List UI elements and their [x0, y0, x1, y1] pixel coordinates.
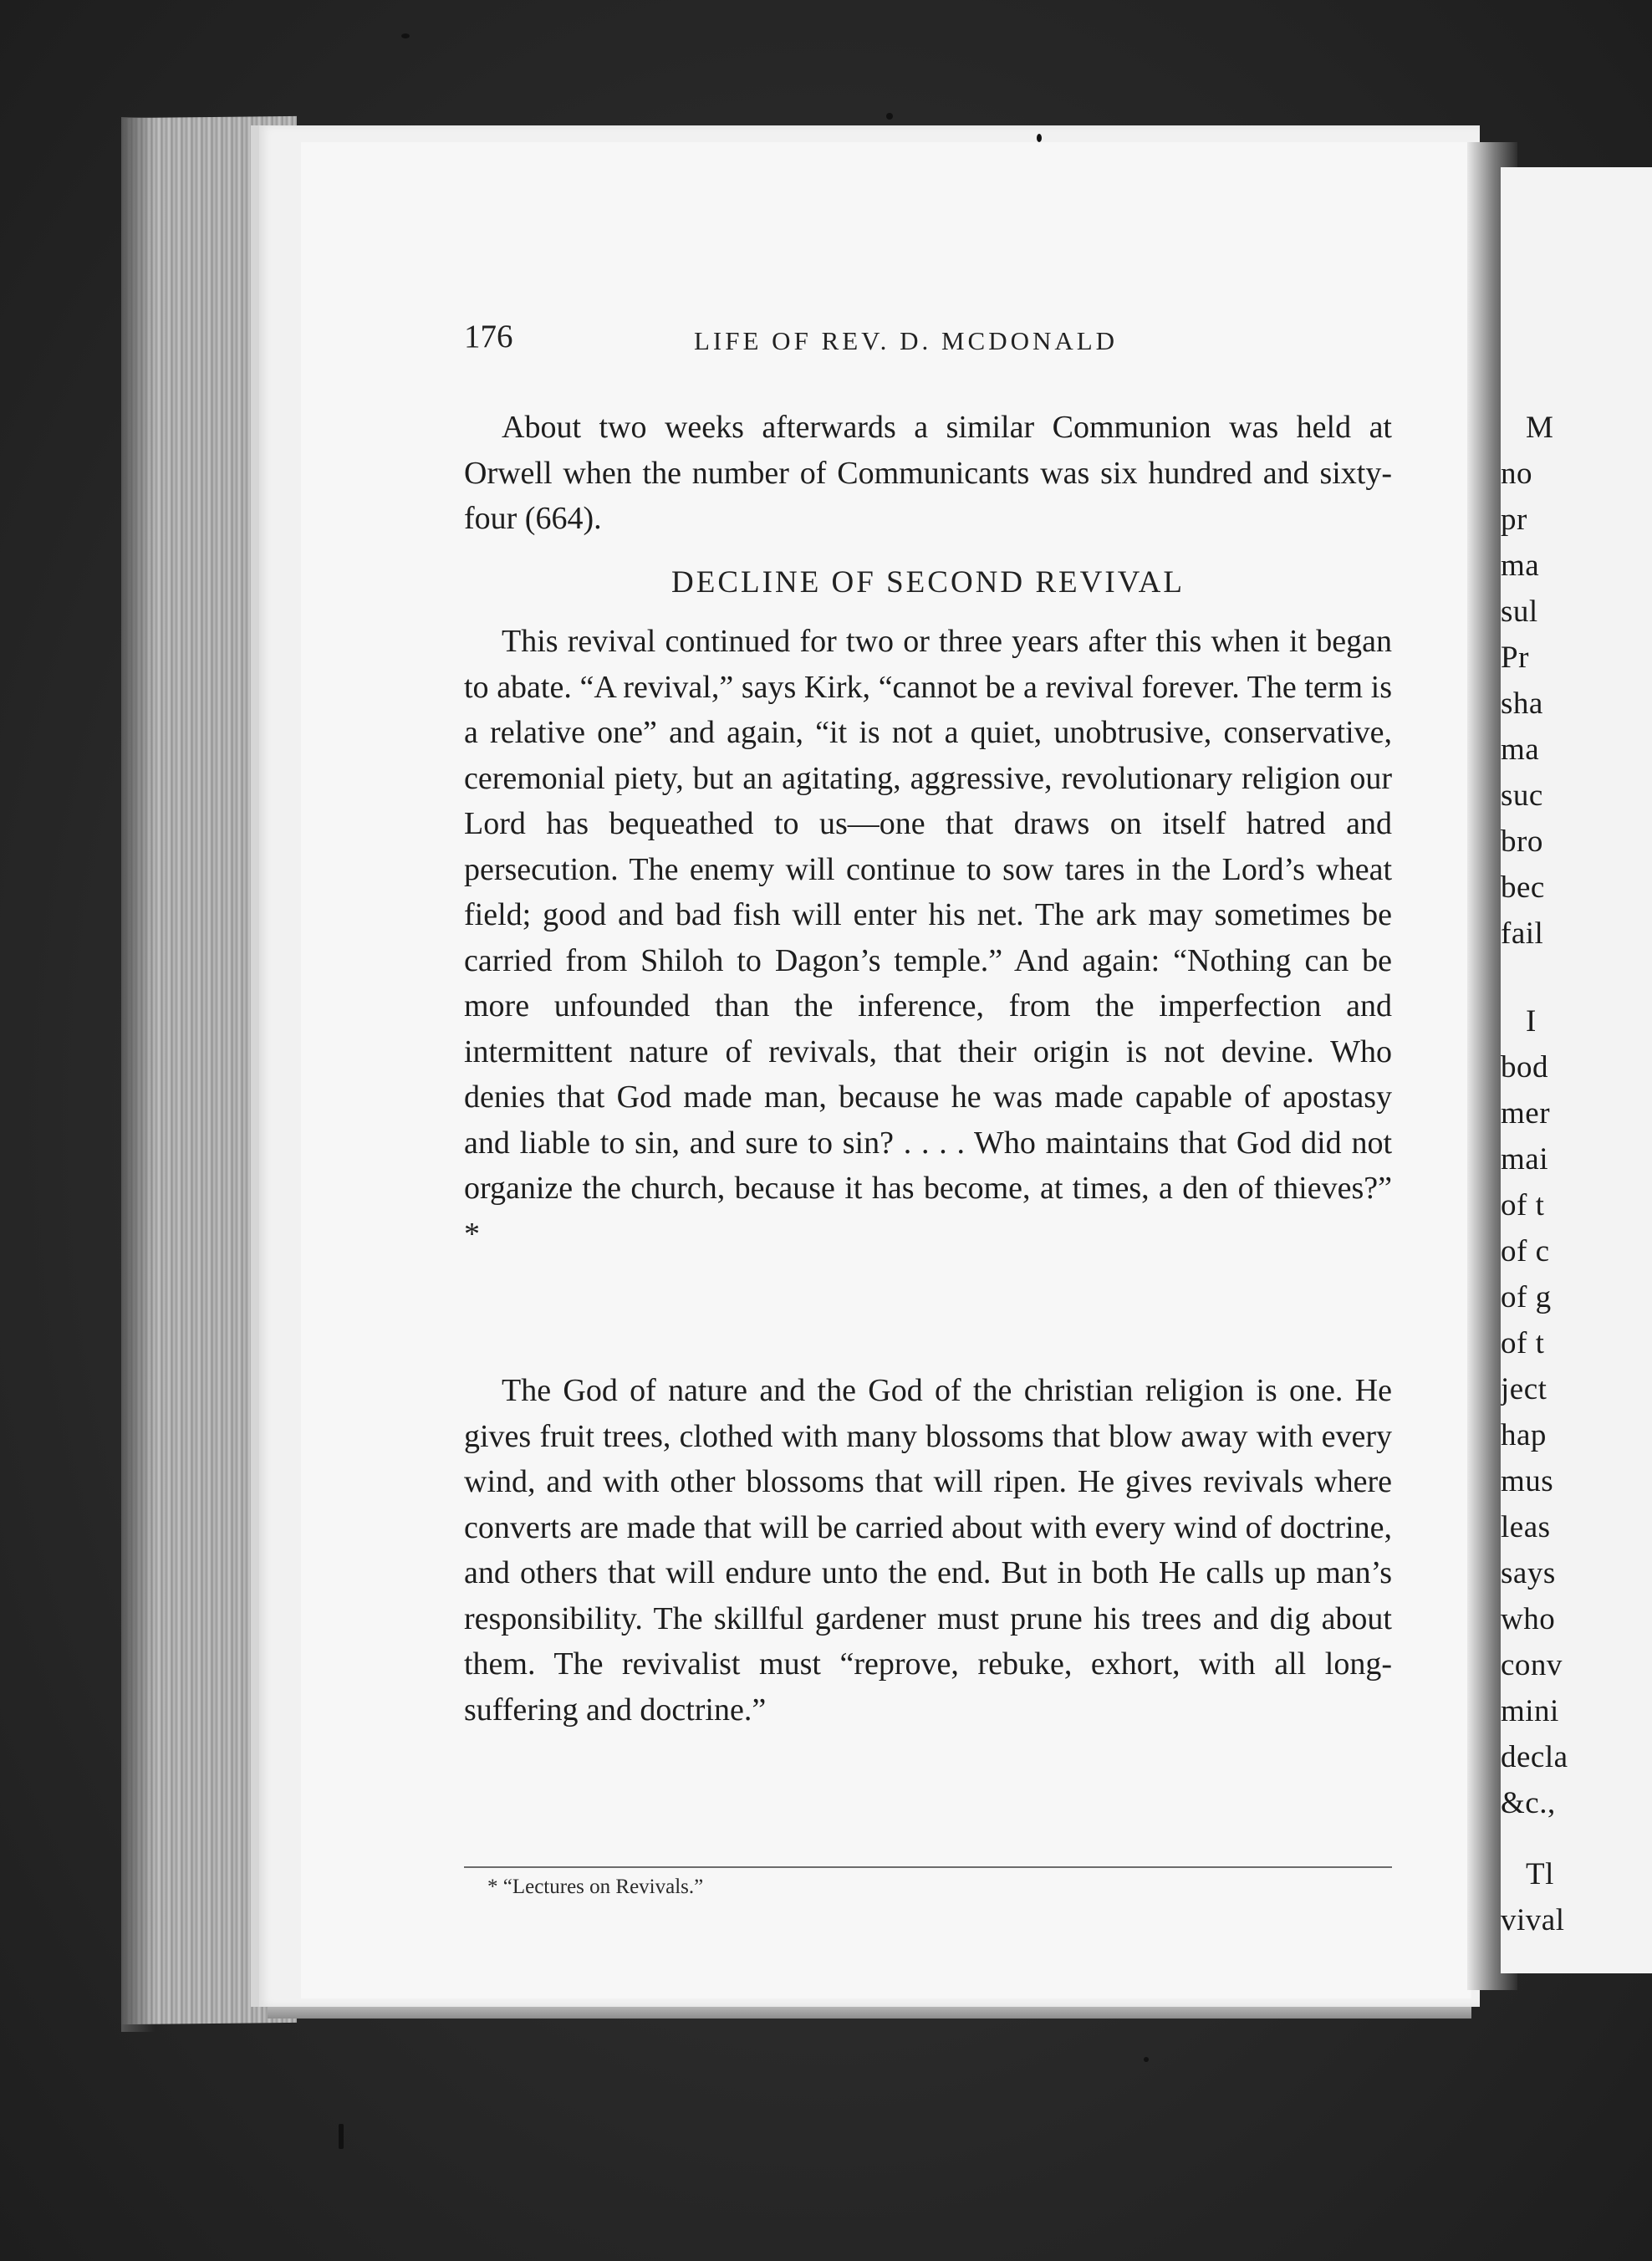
right-page-fragment: ma: [1501, 732, 1540, 767]
right-page-fragment: of t: [1501, 1188, 1545, 1222]
right-page-fragment: &c.,: [1501, 1786, 1556, 1820]
right-page-fragment: bec: [1501, 870, 1545, 905]
right-page-text-fragments: [1501, 167, 1652, 1973]
right-page-fragment: sha: [1501, 686, 1543, 721]
right-page-fragment: leas: [1501, 1510, 1551, 1544]
paragraph-decline: [464, 619, 1392, 1257]
right-page-fragment: conv: [1501, 1648, 1563, 1682]
paragraph-god-of-nature: [464, 1368, 1392, 1733]
footnote: * “Lectures on Revivals.”: [487, 1876, 704, 1898]
right-page-fragment: fail: [1501, 916, 1544, 951]
running-head: [464, 318, 1392, 368]
dust-speck: [1037, 134, 1042, 142]
right-page-fragment: bod: [1501, 1050, 1548, 1085]
right-page-fragment: no: [1501, 457, 1532, 491]
right-page-fragment: mai: [1501, 1142, 1548, 1176]
right-page-fragment: who: [1501, 1602, 1556, 1636]
right-page-fragment: bro: [1501, 824, 1543, 859]
right-page-fragment: vival: [1501, 1903, 1565, 1937]
right-page-fragment: ma: [1501, 549, 1540, 583]
right-page-fragment: mer: [1501, 1096, 1551, 1130]
paragraph-communion: [464, 405, 1392, 542]
dust-speck: [401, 33, 410, 38]
right-page-fragment: I: [1526, 1004, 1537, 1039]
right-page-fragment: sul: [1501, 595, 1538, 629]
right-page-fragment: ject: [1501, 1372, 1547, 1406]
page-number: 176: [464, 319, 513, 355]
right-page: [1501, 167, 1652, 1973]
right-page-fragment: decla: [1501, 1740, 1568, 1774]
dust-speck: [339, 2124, 344, 2149]
right-page-fragment: says: [1501, 1556, 1556, 1590]
right-page-fragment: Tl: [1526, 1857, 1554, 1891]
dust-speck: [1144, 2057, 1149, 2062]
right-page-fragment: suc: [1501, 778, 1543, 813]
right-page-fragment: M: [1526, 411, 1554, 445]
right-page-fragment: Pr: [1501, 641, 1529, 675]
right-page-fragment: hap: [1501, 1418, 1547, 1452]
page-edge-shadow: [121, 117, 155, 2032]
right-page-fragment: of c: [1501, 1234, 1550, 1268]
right-page-fragment: mini: [1501, 1694, 1559, 1728]
right-page-fragment: pr: [1501, 503, 1527, 537]
section-heading: DECLINE OF SECOND REVIVAL: [671, 565, 1185, 600]
paragraph-text: This revival continued for two or three years after this when it began to abate. “A revival,” says Kirk, “cannot be a revival forever. The term is a relative one” and again, “it is not a quiet, unobtrusive, conservative, ceremonial piety, but an agitating, aggressive, revolutionary religion our Lord has bequeathed to us—one that draws on itself hatred and persecution. The enemy will continue to sow tares in the Lord’s wheat field; good and bad fish will enter his net. The ark may sometimes be carried from Shiloh to Dagon’s temple.” And again: “Nothing can be more unfounded than the inference, from the imperfection and intermittent nature of revivals, that their origin is not devine. Who denies that God made man, because he was made capable of apostasy and liable to sin, and sure to sin? . . . . Who maintains that God did not organize the church, because it has become, at times, a den of thieves?” *: [464, 624, 1392, 1252]
running-head-title: LIFE OF REV. D. MCDONALD: [694, 326, 1119, 355]
right-page-fragment: mus: [1501, 1464, 1554, 1498]
right-page-fragment: of t: [1501, 1326, 1545, 1360]
right-page-fragment: of g: [1501, 1280, 1552, 1314]
paragraph-text: The God of nature and the God of the christian religion is one. He gives fruit trees, clothed with many blossoms that blow away with every wind, and with other blossoms that will ripen. He gives revivals where converts are made that will be carried about with every wind of doctrine, and others that will endure unto the end. But in both He calls up man’s responsibility. The skillful gardener must prune his trees and dig about them. The revivalist must “reprove, rebuke, exhort, with all longsuffering and doctrine.”: [464, 1373, 1392, 1728]
paragraph-text: About two weeks afterwards a similar Communion was held at Orwell when the number of Communicants was six hundred and sixty-four (664).: [464, 410, 1392, 536]
footnote-rule: [464, 1866, 1392, 1868]
page-bottom-edge: [268, 2007, 1471, 2019]
dust-speck: [886, 113, 893, 120]
